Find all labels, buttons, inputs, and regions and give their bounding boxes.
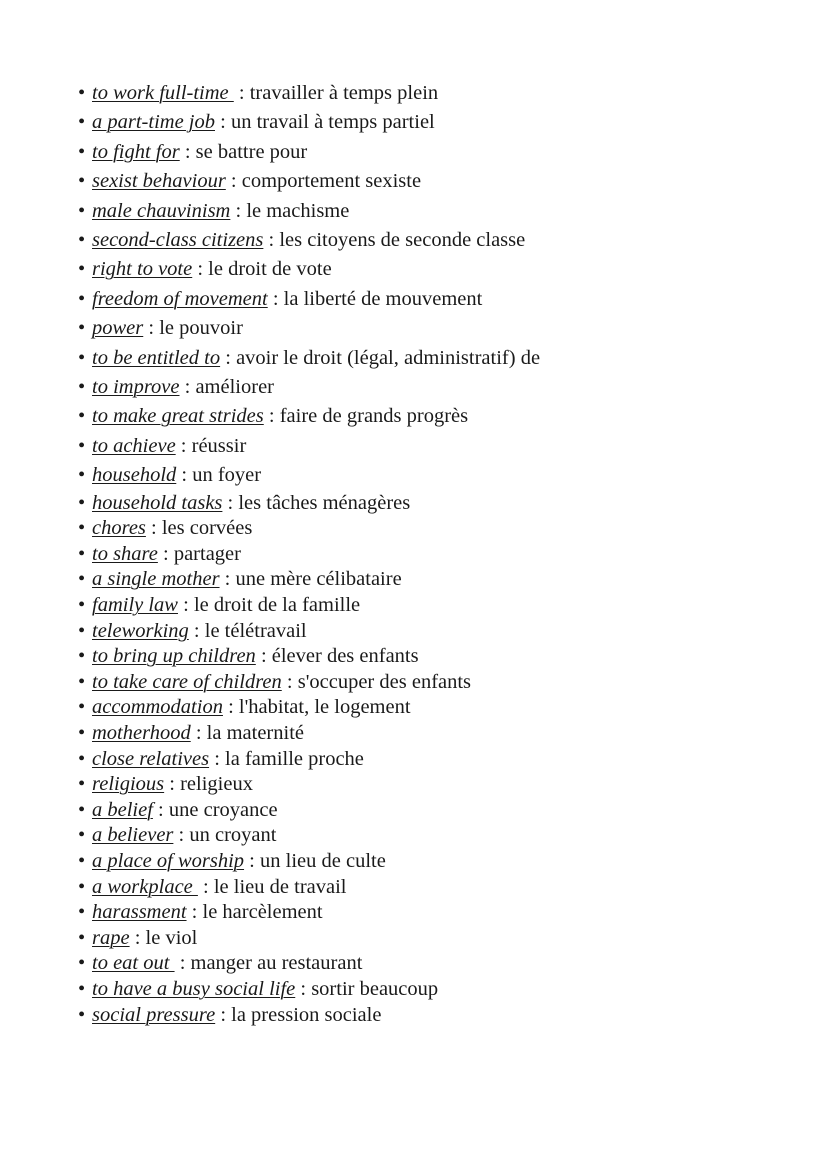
list-item: [78, 567, 540, 593]
list-item: [78, 516, 540, 542]
separator: :: [220, 346, 237, 369]
english-term: household: [92, 464, 177, 487]
separator: :: [215, 111, 231, 134]
bullet-icon: •: [78, 568, 86, 591]
separator: :: [177, 594, 194, 617]
french-translation: les corvées: [161, 517, 253, 540]
bullet-icon: •: [78, 199, 86, 222]
bullet-icon: •: [78, 258, 86, 281]
separator: :: [186, 901, 203, 924]
list-item: [78, 255, 540, 284]
english-term: a part-time job: [92, 111, 215, 134]
french-translation: religieux: [180, 773, 253, 796]
bullet-icon: •: [78, 542, 86, 565]
list-item: [78, 138, 540, 167]
list-item: [78, 721, 540, 747]
list-item: [78, 798, 540, 824]
list-item: [78, 491, 540, 517]
french-translation: l'habitat, le logement: [238, 696, 411, 719]
french-translation: un foyer: [192, 464, 262, 487]
list-item: [78, 432, 540, 461]
english-term: a belief: [92, 798, 153, 821]
french-translation: sortir beaucoup: [311, 977, 439, 1000]
french-translation: la maternité: [206, 722, 304, 745]
bullet-icon: •: [78, 824, 86, 847]
separator: :: [255, 645, 272, 668]
separator: :: [222, 491, 239, 514]
english-term: harassment: [92, 901, 187, 924]
list-item: [78, 108, 540, 137]
french-translation: comportement sexiste: [241, 170, 422, 193]
separator: :: [263, 229, 280, 252]
french-translation: le machisme: [246, 199, 350, 222]
english-term: religious: [92, 773, 165, 796]
english-term: to improve: [92, 376, 180, 399]
list-item: [78, 79, 540, 108]
english-term: accommodation: [92, 696, 223, 719]
english-term: to share: [92, 542, 158, 565]
list-item: [78, 849, 540, 875]
separator: :: [281, 670, 298, 693]
bullet-icon: •: [78, 798, 86, 821]
english-term: male chauvinism: [92, 199, 231, 222]
list-item: [78, 373, 540, 402]
french-translation: le viol: [145, 926, 198, 949]
list-item: [78, 875, 540, 901]
english-term: to be entitled to: [92, 346, 221, 369]
french-translation: faire de grands progrès: [279, 405, 469, 428]
separator: :: [176, 464, 193, 487]
separator: :: [192, 258, 209, 281]
french-translation: le droit de la famille: [193, 594, 361, 617]
bullet-icon: •: [78, 722, 86, 745]
separator: :: [175, 434, 192, 457]
english-term: to bring up children: [92, 645, 256, 668]
separator: :: [225, 170, 242, 193]
separator: :: [157, 542, 174, 565]
separator: :: [230, 199, 247, 222]
bullet-icon: •: [78, 434, 86, 457]
french-translation: la liberté de mouvement: [283, 287, 483, 310]
french-translation: une croyance: [168, 798, 278, 821]
french-translation: s'occuper des enfants: [297, 670, 472, 693]
separator: :: [244, 850, 260, 872]
bullet-icon: •: [78, 491, 86, 514]
bullet-icon: •: [78, 170, 86, 193]
bullet-icon: •: [78, 376, 86, 399]
english-term: freedom of movement: [92, 287, 268, 310]
english-term: to eat out: [92, 952, 175, 975]
french-translation: manger au restaurant: [190, 952, 363, 975]
french-translation: améliorer: [195, 376, 274, 399]
separator: :: [188, 619, 205, 642]
french-translation: le harcèlement: [202, 901, 323, 924]
english-term: sexist behaviour: [92, 170, 226, 193]
english-term: to fight for: [92, 140, 180, 163]
french-translation: la pression sociale: [231, 1003, 382, 1026]
bullet-icon: •: [78, 594, 86, 617]
list-item: [78, 461, 540, 490]
list-item: [78, 167, 540, 196]
french-translation: la famille proche: [225, 747, 364, 770]
list-item: [78, 285, 540, 314]
bullet-icon: •: [78, 696, 86, 719]
list-item: [78, 226, 540, 255]
french-translation: le droit de vote: [208, 258, 332, 281]
list-item: [78, 619, 540, 645]
english-term: teleworking: [92, 619, 189, 642]
list-item: [78, 951, 540, 977]
french-translation: partager: [173, 542, 241, 565]
english-term: a single mother: [92, 568, 220, 591]
french-translation: avoir le droit (légal, administratif) de: [236, 346, 541, 369]
separator: :: [267, 287, 284, 310]
list-item: [78, 823, 540, 849]
bullet-icon: •: [78, 1003, 86, 1026]
french-translation: une mère célibataire: [235, 568, 402, 591]
separator: :: [222, 696, 239, 719]
separator: :: [233, 82, 250, 104]
bullet-icon: •: [78, 346, 86, 369]
french-translation: un travail à temps partiel: [230, 111, 435, 134]
bullet-icon: •: [78, 977, 86, 1000]
list-item: [78, 644, 540, 670]
french-translation: se battre pour: [195, 140, 308, 163]
list-item: [78, 344, 540, 373]
english-term: to have a busy social life: [92, 977, 296, 1000]
english-term: second-class citizens: [92, 229, 264, 252]
separator: :: [209, 747, 226, 770]
english-term: to achieve: [92, 434, 176, 457]
english-term: close relatives: [92, 747, 210, 770]
english-term: motherhood: [92, 722, 191, 745]
list-item: [78, 695, 540, 721]
separator: :: [145, 517, 162, 540]
english-term: right to vote: [92, 258, 193, 281]
list-item: [78, 542, 540, 568]
bullet-icon: •: [78, 82, 86, 104]
bullet-icon: •: [78, 405, 86, 428]
separator: :: [179, 376, 196, 399]
separator: :: [174, 952, 191, 975]
french-translation: un croyant: [189, 824, 277, 847]
french-translation: les tâches ménagères: [238, 491, 411, 514]
separator: :: [263, 405, 280, 428]
english-term: household tasks: [92, 491, 223, 514]
list-item: [78, 402, 540, 431]
separator: :: [197, 875, 214, 898]
french-translation: travailler à temps plein: [249, 82, 439, 104]
english-term: to make great strides: [92, 405, 264, 428]
list-item: [78, 593, 540, 619]
separator: :: [190, 722, 207, 745]
french-translation: un lieu de culte: [260, 850, 386, 872]
bullet-icon: •: [78, 645, 86, 668]
separator: :: [152, 798, 169, 821]
bullet-icon: •: [78, 850, 86, 872]
list-item: [78, 747, 540, 773]
bullet-icon: •: [78, 619, 86, 642]
french-translation: le télétravail: [204, 619, 307, 642]
bullet-icon: •: [78, 111, 86, 134]
list-item: [78, 926, 540, 952]
bullet-icon: •: [78, 670, 86, 693]
english-term: rape: [92, 926, 130, 949]
bullet-icon: •: [78, 140, 86, 163]
french-translation: le lieu de travail: [213, 875, 347, 898]
list-item: [78, 670, 540, 696]
separator: :: [179, 140, 196, 163]
bullet-icon: •: [78, 926, 86, 949]
bullet-icon: •: [78, 287, 86, 310]
english-term: to work full-time: [92, 82, 234, 104]
separator: :: [215, 1003, 232, 1026]
french-translation: élever des enfants: [271, 645, 419, 668]
list-item: [78, 197, 540, 226]
french-translation: les citoyens de seconde classe: [279, 229, 526, 252]
separator: :: [295, 977, 312, 1000]
list-item: [78, 1003, 540, 1029]
bullet-icon: •: [78, 317, 86, 340]
bullet-icon: •: [78, 773, 86, 796]
english-term: family law: [92, 594, 178, 617]
bullet-icon: •: [78, 901, 86, 924]
english-term: social pressure: [92, 1003, 216, 1026]
list-item: [78, 314, 540, 343]
bullet-icon: •: [78, 517, 86, 540]
bullet-icon: •: [78, 875, 86, 898]
bullet-icon: •: [78, 229, 86, 252]
english-term: chores: [92, 517, 146, 540]
list-item: [78, 977, 540, 1003]
english-term: to take care of children: [92, 670, 282, 693]
english-term: a believer: [92, 824, 174, 847]
vocabulary-list: [78, 79, 540, 1028]
separator: :: [129, 926, 146, 949]
french-translation: réussir: [191, 434, 247, 457]
separator: :: [164, 773, 181, 796]
bullet-icon: •: [78, 464, 86, 487]
separator: :: [219, 568, 236, 591]
separator: :: [173, 824, 190, 847]
english-term: a workplace: [92, 875, 198, 898]
separator: :: [143, 317, 160, 340]
list-item: [78, 900, 540, 926]
english-term: a place of worship: [92, 850, 245, 872]
french-translation: le pouvoir: [159, 317, 243, 340]
bullet-icon: •: [78, 952, 86, 975]
english-term: power: [92, 317, 144, 340]
bullet-icon: •: [78, 747, 86, 770]
list-item: [78, 772, 540, 798]
